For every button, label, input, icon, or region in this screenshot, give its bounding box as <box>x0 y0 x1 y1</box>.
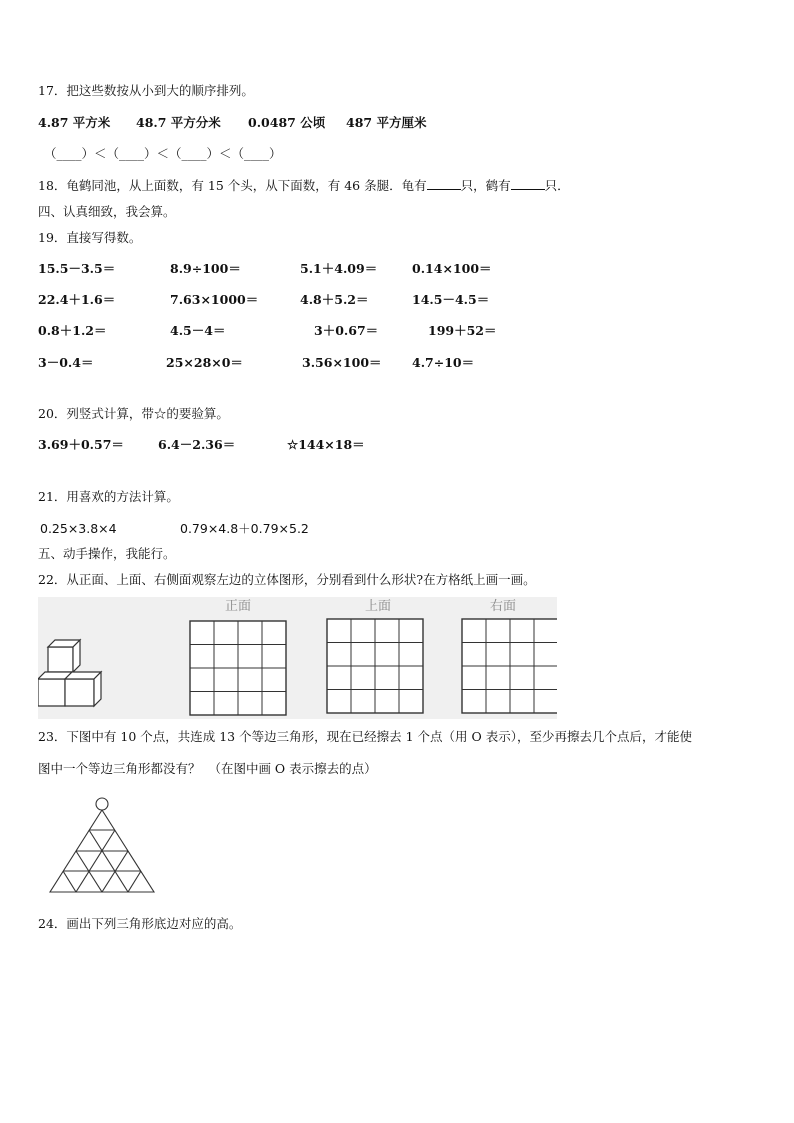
grid-paper-top[interactable] <box>327 619 423 713</box>
cube-face <box>48 647 73 672</box>
free-calc-item: 0.25×3.8×4 <box>40 521 117 536</box>
q18-text-3: 只． <box>544 178 570 193</box>
q17-order-line[interactable]: （____）＜（____）＜（____）＜（____） <box>44 146 282 161</box>
grid-label-right: 右面 <box>489 599 517 614</box>
cube-stack-image <box>38 640 101 706</box>
q23-line-1: 23．下图中有 10 个点，共连成 13 个等边三角形，现在已经擦去 1 个点（用 O 表示），至少再擦去几个点后，才能使 <box>38 729 692 744</box>
calc-cell: 15.5－3.5＝ <box>38 261 116 276</box>
turtle-answer-blank[interactable] <box>427 177 461 190</box>
grid-label-top: 上面 <box>364 599 392 614</box>
erased-point-circle <box>96 798 108 810</box>
calc-cell: 8.9÷100＝ <box>170 261 241 276</box>
crane-answer-blank[interactable] <box>511 177 545 190</box>
q23-triangle-svg <box>48 795 160 895</box>
q21-title: 21．用喜欢的方法计算。 <box>38 489 179 504</box>
vertical-calc-item: 6.4－2.36＝ <box>158 437 236 452</box>
triangle-grid-lines <box>50 810 154 892</box>
q18-question <box>38 177 570 194</box>
q24-title: 24．画出下列三角形底边对应的高。 <box>38 916 242 931</box>
q18-text-2: 只，鹤有 <box>460 178 511 193</box>
calc-cell: 4.5－4＝ <box>170 323 226 338</box>
cube-face <box>65 679 94 706</box>
q22-title: 22．从正面、上面、右侧面观察左边的立体图形，分别看到什么形状?在方格纸上画一画。 <box>38 572 536 587</box>
cube-face <box>38 679 65 706</box>
grid-label-front: 正面 <box>224 599 252 614</box>
calc-cell: 22.4＋1.6＝ <box>38 292 116 307</box>
calc-cell: 199＋52＝ <box>428 323 497 338</box>
vertical-calc-item: ☆144×18＝ <box>287 437 365 452</box>
calc-cell: 14.5－4.5＝ <box>412 292 490 307</box>
vertical-calc-item: 3.69＋0.57＝ <box>38 437 124 452</box>
q22-figure <box>38 597 557 719</box>
grid-paper-right[interactable] <box>462 619 557 713</box>
calc-cell: 4.8＋5.2＝ <box>300 292 369 307</box>
calc-cell: 4.7÷10＝ <box>412 355 475 370</box>
q23-triangle-figure[interactable] <box>48 795 160 899</box>
section-heading-4: 四、认真细致，我会算。 <box>38 204 176 219</box>
q17-item: 4.87 平方米 <box>38 115 111 130</box>
calc-cell: 3＋0.67＝ <box>314 323 379 338</box>
q17-item: 0.0487 公顷 <box>248 115 326 130</box>
calc-cell: 25×28×0＝ <box>166 355 243 370</box>
q23-line-2: 图中一个等边三角形都没有？ （在图中画 O 表示擦去的点） <box>38 761 377 776</box>
q19-title: 19．直接写得数。 <box>38 230 142 245</box>
q17-item: 487 平方厘米 <box>346 115 427 130</box>
calc-cell: 7.63×1000＝ <box>170 292 259 307</box>
q20-title: 20．列竖式计算，带☆的要验算。 <box>38 406 229 421</box>
section-heading-5: 五、动手操作，我能行。 <box>38 546 176 561</box>
q18-text-1: 18．龟鹤同池，从上面数，有 15 个头，从下面数，有 46 条腿．龟有 <box>38 178 427 193</box>
calc-cell: 0.14×100＝ <box>412 261 492 276</box>
q22-figure-svg <box>38 597 557 719</box>
calc-cell: 3－0.4＝ <box>38 355 94 370</box>
free-calc-item: 0.79×4.8＋0.79×5.2 <box>180 521 309 536</box>
calc-cell: 5.1＋4.09＝ <box>300 261 378 276</box>
grid-paper-front[interactable] <box>190 621 286 715</box>
calc-cell: 3.56×100＝ <box>302 355 382 370</box>
q17-title: 17．把这些数按从小到大的顺序排列。 <box>38 83 254 98</box>
q17-item: 48.7 平方分米 <box>136 115 221 130</box>
calc-cell: 0.8＋1.2＝ <box>38 323 107 338</box>
